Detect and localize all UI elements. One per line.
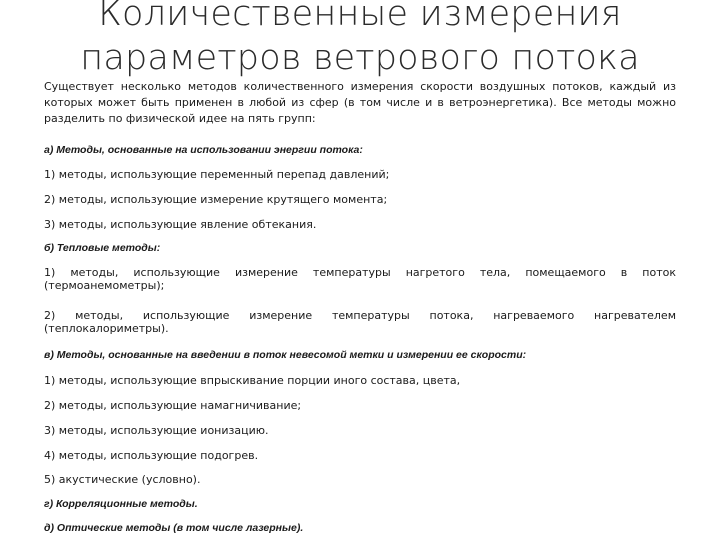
group-b-item-2 — [44, 309, 676, 335]
group-a-item-1: 1) методы, использующие переменный перепад давлений; — [44, 168, 390, 181]
group-c-item-3: 3) методы, использующие ионизацию. — [44, 424, 269, 437]
group-b-item-2-line-2: (теплокалориметры). — [44, 322, 169, 335]
group-a-item-2: 2) методы, использующие измерение крутящего момента; — [44, 193, 388, 206]
group-d-heading: г) Корреляционные методы. — [44, 498, 198, 510]
group-a-item-3: 3) методы, использующие явление обтекания. — [44, 218, 317, 231]
group-a-heading: а) Методы, основанные на использовании энергии потока: — [44, 144, 363, 156]
group-b-item-2-line-1: 2) методы, использующие измерение температуры потока, нагреваемого нагревателем — [44, 309, 676, 322]
group-c-item-2: 2) методы, использующие намагничивание; — [44, 399, 302, 412]
group-c-heading: в) Методы, основанные на введении в поток невесомой метки и измерении ее скорости: — [44, 349, 527, 361]
group-c-item-5: 5) акустические (условно). — [44, 473, 201, 486]
slide-title-line-1: Количественные измерения — [98, 0, 622, 34]
group-b-item-1-line-1: 1) методы, использующие измерение температуры нагретого тела, помещаемого в поток — [44, 266, 676, 279]
intro-paragraph: Существует несколько методов количественного измерения скорости воздушных потоков, каждый из которых может быть применен в любой из сфер (в том числе и в ветроэнергетика). Все методы можно разделить по физической идее на пять групп: — [44, 80, 676, 125]
group-b-item-1 — [44, 266, 676, 292]
slide-title — [0, 0, 720, 80]
group-c-item-4: 4) методы, использующие подогрев. — [44, 449, 259, 462]
group-c-item-1: 1) методы, использующие впрыскивание порции иного состава, цвета, — [44, 374, 461, 387]
group-b-item-1-line-2: (термоанемометры); — [44, 279, 165, 292]
group-b-heading: б) Тепловые методы: — [44, 242, 161, 254]
group-e-heading: д) Оптические методы (в том числе лазерные). — [44, 522, 304, 534]
slide-title-line-2: параметров ветрового потока — [80, 38, 640, 78]
